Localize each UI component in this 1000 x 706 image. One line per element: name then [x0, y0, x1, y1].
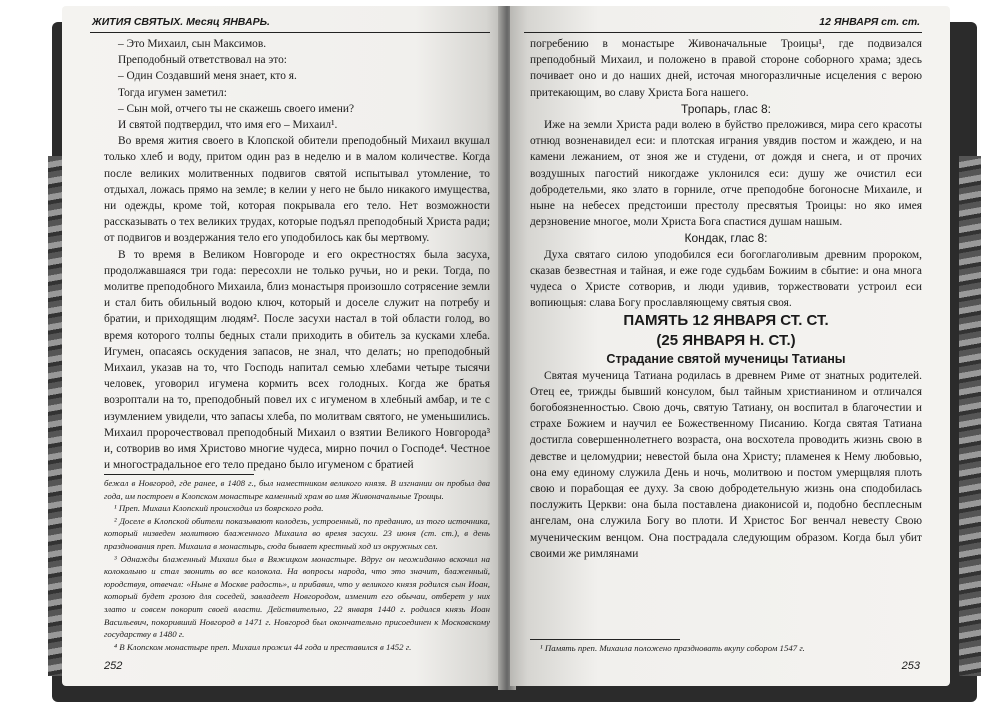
paragraph: погребению в монастыре Живоначальные Троицы¹, где подвизался преподобный Михаил, и положено в правой стороне соборного храма; здесь почивает оно и до наших дней, источая многоразличные исцеления с верою притекающим, во славу Христа Бога нашего.	[530, 38, 922, 99]
right-header-rule	[524, 32, 922, 33]
memory-subtitle: (25 ЯНВАРЯ Н. СТ.)	[656, 332, 796, 350]
left-page	[62, 6, 504, 686]
page-number-right: 253	[901, 660, 920, 672]
right-footnote	[530, 642, 922, 655]
left-main-text	[104, 36, 490, 473]
open-book	[62, 6, 967, 700]
footnote: ¹ Память преп. Михаила положено праздновать вкупу собором 1547 г.	[540, 643, 805, 653]
footnote-rule	[530, 639, 680, 640]
right-page	[510, 6, 950, 686]
paragraph: В то время в Великом Новгороде и его окрестностях была засуха, продолжавшаяся три года: пересохли не только ручьи, но и реки. Тогда, по молитве преподобного Михаила, близ монастыря произошло сотрясение земли и стал бить обильный водою ключ, который и доселе служит на потребу и братии, и приходящим людям². После засухи настал в той области голод, во время которого толпы бедных стали приходить в обитель за кусками хлеба. Игумен, опасаясь оскудения запасов, не знал, что делать; но преподобный Михаил, указав на то, что Господь напитал семью хлебами четыре тысячи человек, уговорил игумена кормить всех голодных. Когда же братья возроптали на то, преподобный повел их с игуменом в хлебный амбар, и те с изумлением увидели, что запасы хлеба, по молитвам святого, не уменьшились. Михаил пророчествовал преподобный Михаил о взятии Великого Новгорода³ и, сотворив во имя Христово многие чудеса, мирно почил о Господе⁴. Честное и многострадальное его тело предано было игуменом с братией	[104, 248, 490, 472]
section-title: Страдание святой мученицы Татианы	[606, 352, 846, 367]
dialogue-line: Преподобный ответствовал на это:	[118, 54, 287, 67]
left-footnotes	[104, 477, 490, 653]
dialogue-line: Тогда игумен заметил:	[118, 86, 227, 99]
footnote: ⁴ В Клопском монастыре преп. Михаил прожил 44 года и преставился в 1452 г.	[114, 641, 412, 652]
footnote: ¹ Преп. Михаил Клопский происходил из боярского рода.	[114, 503, 324, 514]
footnote: бежал в Новгород, где ранее, в 1408 г., был наместником великого князя. В изгнании он пробыл два года, им построен в Клопском монастыре каменный храм во имя Живоначальные Троицы.	[104, 478, 490, 501]
right-cover-edge	[959, 156, 981, 676]
kontakion-title: Кондак, глас 8:	[684, 231, 768, 246]
kontakion-text: Духа святаго силою уподобился еси богоглаголивым древним пророком, сказав безвестная и тайная, и еже годе судьбам Божиим в сбытие: и она многа чудеса о Христе сотворив, и люди удивив, торжествовати устроил еси вопиющыя: слава Богу прославляющему святыя своя.	[530, 248, 922, 310]
dialogue-line: – Один Создавший меня знает, кто я.	[118, 70, 297, 83]
paragraph: Святая мученица Татиана родилась в древнем Риме от знатных родителей. Отец ее, трижды бывший консулом, был тайным христианином и отличался богобоязненностью. Свою дочь, святую Татиану, он воспитал в благочестии и страхе Божием и научил ее Божественному Писанию. Когда святая Татиана достигла совершеннолетнего возраста, она восхотела проводить жизнь свою в девстве и целомудрии; невестой была она Христу; пламенея к Нему любовью, она ему единому служила День и ночь, молитвою и постом умерщвляя плоть свою и порабощая ее духу. За свою добродетельную жизнь она сподобилась послужить Церкви: она была поставлена диаконисой и, подобно бесплесным ангелам, она служила Богу во плоти. И Христос Бог венчал невесту Свою мученическим венцом. Она пострадала следующим образом. Когда был убит своими же римлянами	[530, 369, 922, 560]
dialogue-line: И святой подтвердил, что имя его – Михаил¹.	[118, 119, 338, 132]
footnote: ² Доселе в Клопской обители показывают колодезь, устроенный, по преданию, из того источника, который низведен молитвою блаженного Михаила во время засухи. 23 июня (ст. ст.), в день празднования преп. Михаила в монастырь, сюда бывает крестный ход из окружных сел.	[104, 515, 490, 551]
memory-title: ПАМЯТЬ 12 ЯНВАРЯ СТ. СТ.	[623, 312, 829, 330]
page-number-left: 252	[104, 660, 123, 672]
paragraph: Во время жития своего в Клопской обители преподобный Михаил вкушал только хлеб и воду, притом один раз в неделю и в малом количестве. Когда после великих молитвенных подвигов святой испытывал утомление, то отдыхал, ложась прямо на земле; в келии у него не было никакого имущества, ни одежды, кроме той, которая покрывала его тело. Нет возможности рассказывать о тех великих трудах, которые подъял преподобный Христа ради; от подвигов и воздержания тело его уподобилось как бы мертвому.	[104, 135, 490, 245]
right-page-header: 12 ЯНВАРЯ ст. ст.	[819, 16, 920, 28]
left-page-header: ЖИТИЯ СВЯТЫХ. Месяц ЯНВАРЬ.	[92, 16, 270, 28]
dialogue-line: – Это Михаил, сын Максимов.	[118, 38, 267, 50]
troparion-title: Тропарь, глас 8:	[681, 101, 771, 116]
right-main-text	[530, 36, 922, 562]
left-header-rule	[90, 32, 490, 33]
troparion-text: Иже на земли Христа ради волею в буйство преложився, мира сего красоты отнюд возненавидел еси: и плотская играния увядив постом и жаждею, и на камени лежанием, от зноя же и студени, от дождя и снега, и от прочих воздушных пагостий никогдаже уклонился еси: душу же очистил еси добродетельми, яко злато в горниле, отче преподобне богоносне Михаиле, и ныне на небесех предстоиши престолу пресвятыя Троицы: но яко имея дерзновение многое, моли Христа Бога спастися душам нашым.	[530, 119, 922, 229]
footnote-rule	[104, 474, 254, 475]
footnote: ³ Однажды блаженный Михаил был в Вяжицком монастыре. Вдруг он неожиданно вскочил на колокольню и стал звонить во все колокола. На вопросы народа, что это значит, блаженный, юродствуя, отвечал: «Ныне в Москве радость», и прибавил, что у великого князя родился сын Иоан, который будет грозою для соседей, завладеет Новгородом, изменит его обычаи, отберет у них злато и совсем покорит своей власти. Действительно, 22 января 1440 г. родился князь Иоан Васильевич, покоривший Новгород в 1471 г. Новгород был окончательно присоединен к Московскому государству в 1480 г.	[104, 553, 490, 640]
dialogue-line: – Сын мой, отчего ты не скажешь своего имени?	[118, 102, 354, 115]
